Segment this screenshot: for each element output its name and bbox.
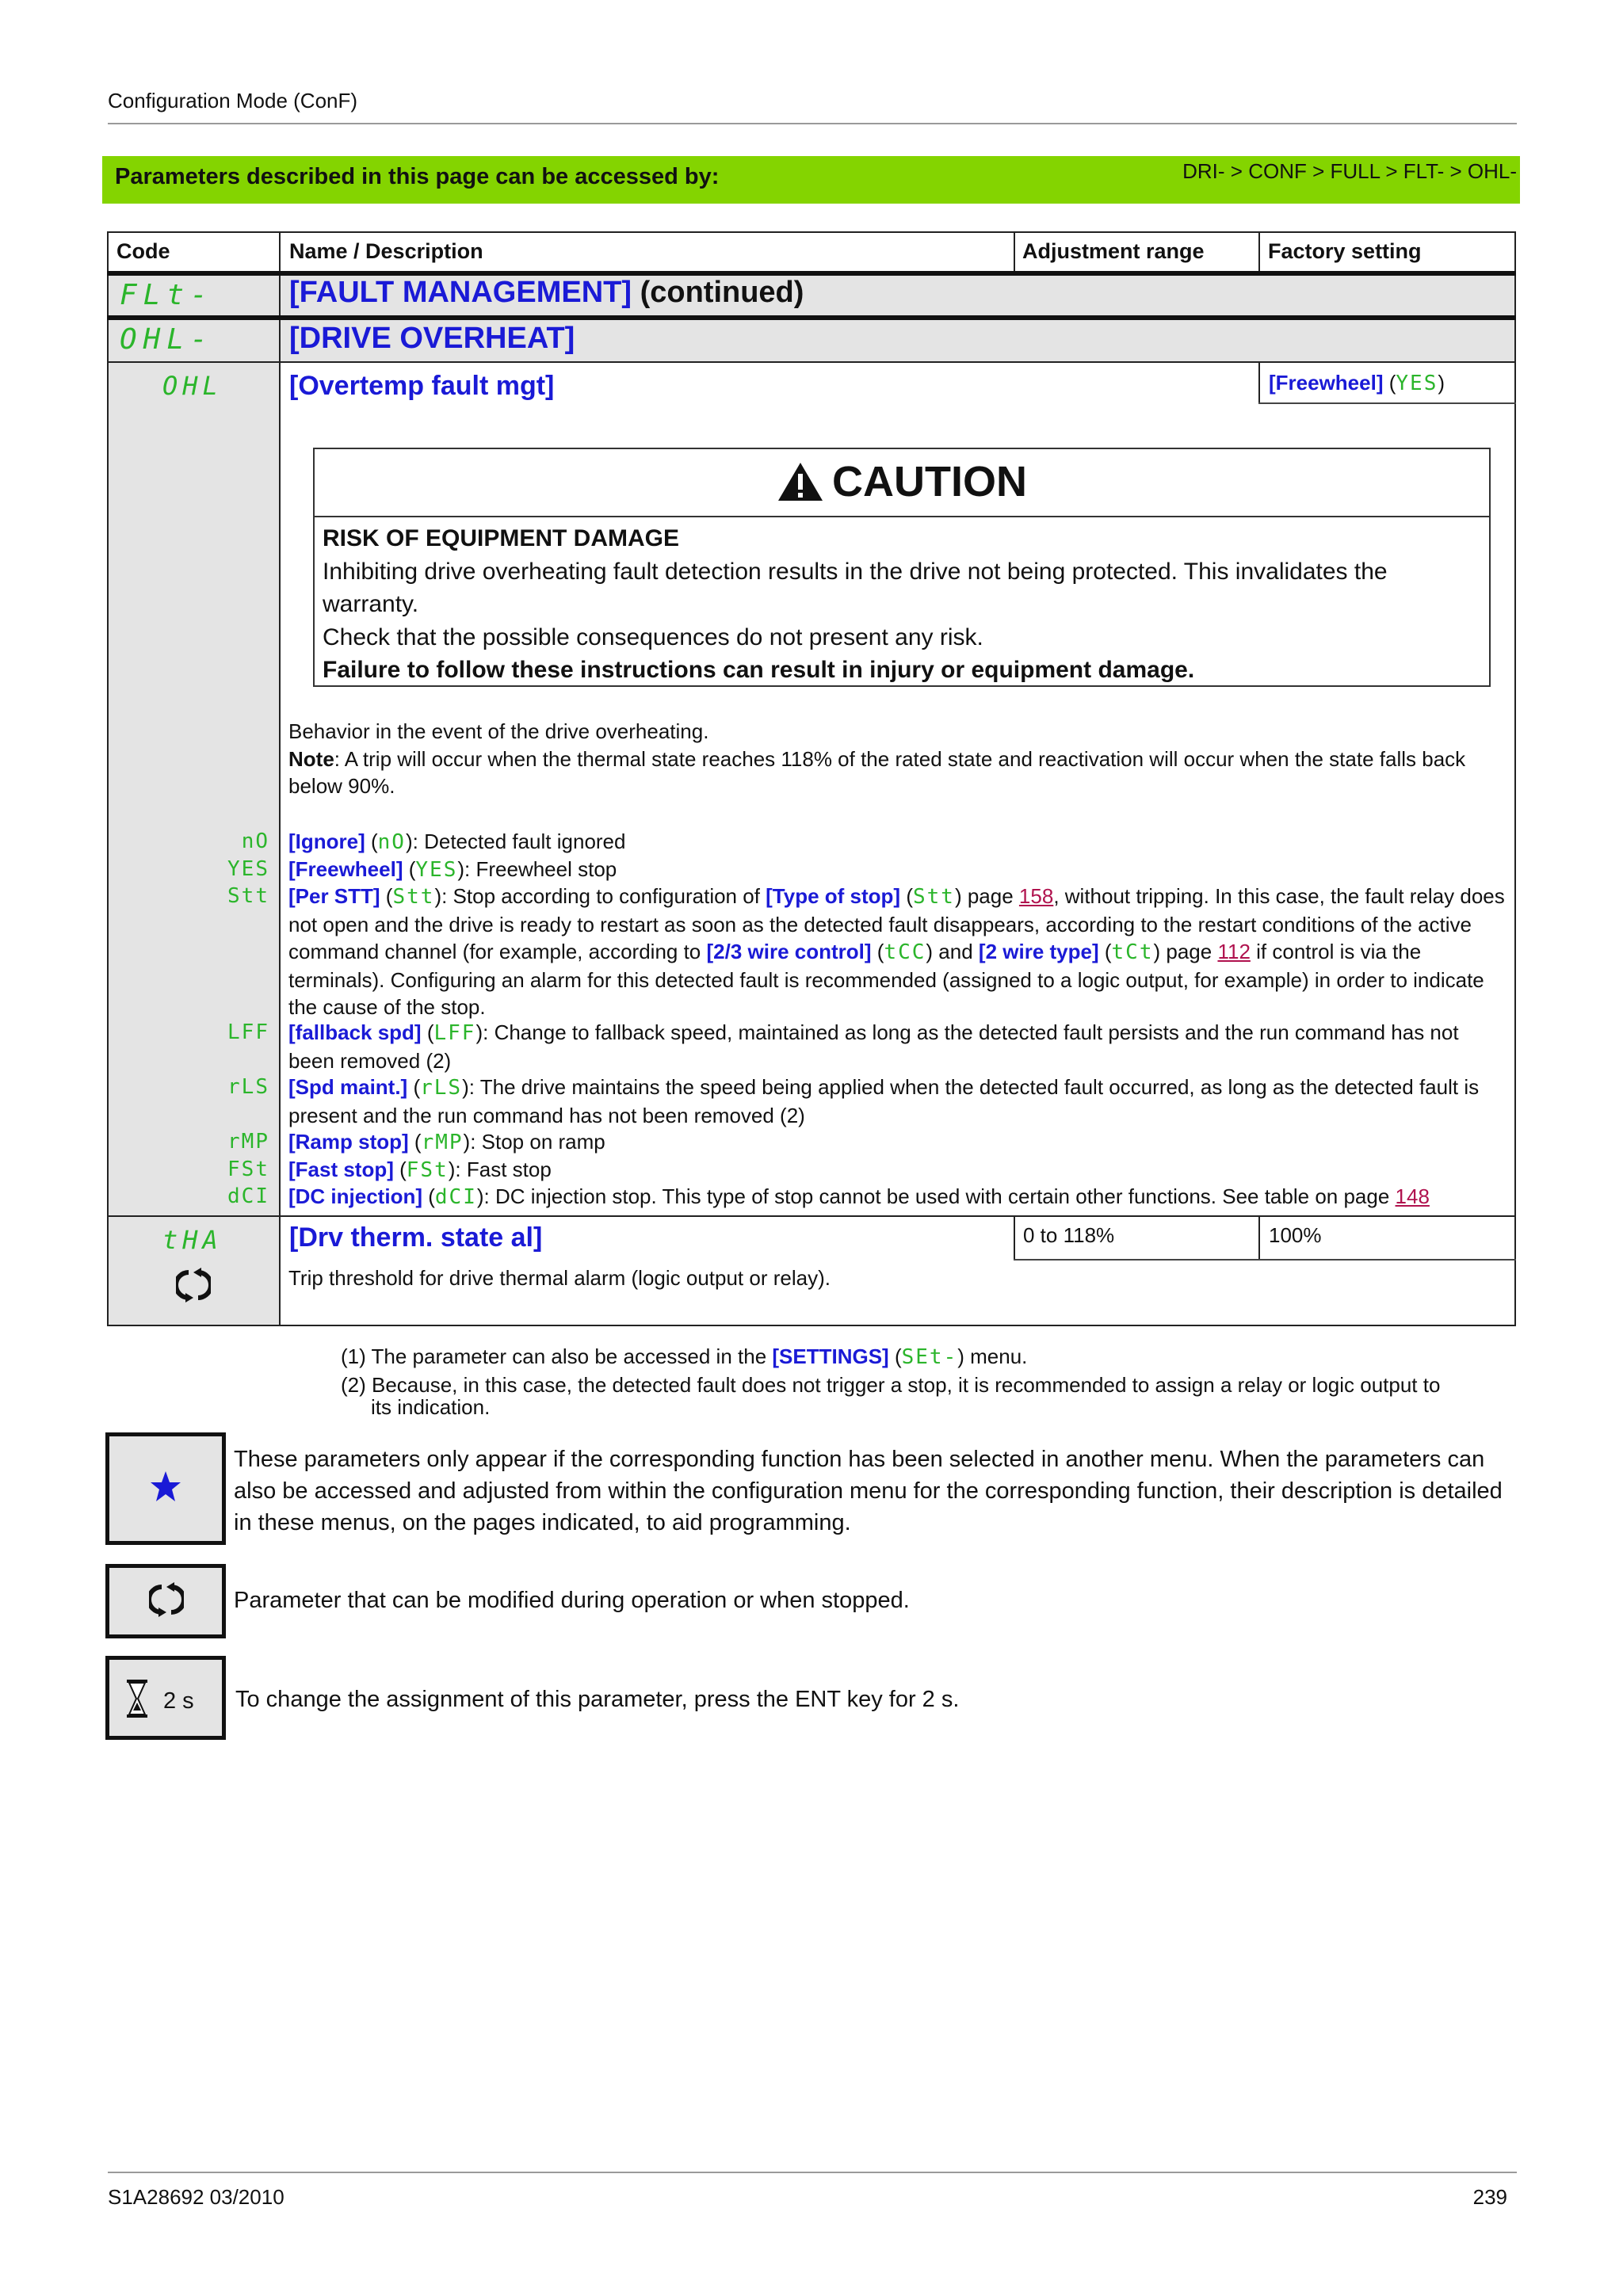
footnote-1-pre: (1) The parameter can also be accessed in the [341, 1344, 773, 1368]
opt-stt-type-name: [Type of stop] [766, 884, 901, 908]
opt-yes-desc: : Freewheel stop [464, 857, 617, 881]
opt-stt-t5: page [1160, 940, 1218, 963]
col-header-name: Name / Description [289, 239, 483, 263]
ohl-factory-name: [Freewheel] [1269, 371, 1384, 395]
opt-yes: [Freewheel] (YES): Freewheel stop [288, 857, 617, 882]
tha-range: 0 to 118% [1023, 1223, 1115, 1247]
modify-anytime-icon [176, 1268, 211, 1302]
opt-rls: [Spd maint.] (rLS): The drive maintains the speed being applied when the detected fault occurred, as long as the detected fault is present and the run command has not been removed (2) [288, 1075, 1480, 1127]
timer-legend-box [105, 1656, 226, 1740]
warning-triangle-icon [777, 461, 824, 502]
opt-lff-code: LFF [227, 1020, 269, 1044]
opt-dci-code-inline: dCI [434, 1185, 477, 1209]
page-link-148[interactable]: 148 [1395, 1184, 1430, 1208]
opt-fst-desc: : Fast stop [455, 1158, 552, 1181]
opt-stt: [Per STT] (Stt): Stop according to configuration of [Type of stop] (Stt) page 158, without tripping. In this case, the fault relay does not open and the drive is ready to restart as soon as the detected fault disappears, according to the restart conditions of the active command channel (for example, according to [2/3 wire control] (tCC) and [2 wire type] (tCt) page 112 if control is via the terminals). Configuring an alarm for this detected fault is recommended (assigned to a logic output, for example) in order to indicate the cause of the stop. [288, 884, 1505, 1019]
opt-rls-desc: : The drive maintains the speed being applied when the detected fault occurred, as long as the detected fault is present and the run command has not been removed (2) [288, 1075, 1480, 1127]
opt-no-code: nO [241, 830, 269, 853]
opt-stt-code-inline: Stt [392, 885, 435, 909]
tha-range-bottom [1014, 1259, 1516, 1261]
ohl-factory-box-bottom [1258, 402, 1516, 404]
star-icon [149, 1470, 182, 1503]
opt-stt-t2: page [961, 884, 1019, 908]
caution-title-row [315, 449, 1489, 517]
caution-title [777, 457, 1027, 506]
footnote-1-code: SEt- [901, 1345, 958, 1369]
header-rule [108, 123, 1517, 124]
tha-factory: 100% [1269, 1223, 1322, 1247]
timer-label: 2 s [163, 1688, 194, 1714]
col-header-range: Adjustment range [1022, 239, 1205, 263]
opt-no-desc: : Detected fault ignored [412, 830, 626, 853]
hourglass-icon [125, 1679, 149, 1718]
opt-yes-name: [Freewheel] [288, 857, 403, 881]
caution-line-2: warranty. [323, 591, 419, 617]
caution-title-text: CAUTION [832, 458, 1027, 505]
opt-rmp-desc: : Stop on ramp [470, 1130, 605, 1154]
factory-divider-header [1258, 231, 1260, 273]
page-link-112[interactable]: 112 [1217, 940, 1251, 963]
opt-no-name: [Ignore] [288, 830, 365, 853]
star-legend-box [105, 1432, 226, 1545]
opt-rmp-name: [Ramp stop] [288, 1130, 409, 1154]
opt-stt-t3: , without tripping. In this case, the fault relay does not open and the drive is ready to restart as soon as the detected fault disappears, according to the restart conditions of the active command channel (for example, according to [288, 884, 1505, 963]
opt-stt-t1: : Stop according to configuration of [441, 884, 766, 908]
opt-stt-code: Stt [227, 884, 269, 908]
opt-stt-wire2-name: [2 wire type] [978, 940, 1099, 963]
note-text: : A trip will occur when the thermal state reaches 118% of the rated state and reactivation will occur when the state falls back below 90%. [288, 746, 1466, 798]
caution-line-4: Failure to follow these instructions can result in injury or equipment damage. [323, 657, 1195, 683]
modify-anytime-legend-icon [149, 1582, 184, 1617]
running-header: Configuration Mode (ConF) [108, 89, 358, 113]
footnote-1: (1) The parameter can also be accessed in the [SETTINGS] (SEt-) menu. [341, 1344, 1028, 1369]
opt-dci-desc: : DC injection stop. This type of stop cannot be used with certain other functions. See table on page [483, 1184, 1396, 1208]
behavior-note [288, 746, 1509, 800]
ohl-behavior [288, 718, 1509, 800]
caution-line-1: Inhibiting drive overheating fault detection results in the drive not being protected. This invalidates the [323, 558, 1388, 585]
table-bottom-border [107, 1325, 1516, 1326]
behavior-text: Behavior in the event of the drive overheating. [288, 719, 709, 743]
opt-stt-t4: and [933, 940, 979, 963]
ohl-factory-box-left [1258, 361, 1260, 404]
caution-body [323, 522, 1480, 687]
ohl-factory-code: YES [1396, 372, 1438, 395]
opt-fst-code: FSt [227, 1158, 269, 1181]
opt-fst-code-inline: FSt [406, 1158, 449, 1182]
timer-legend-text: To change the assignment of this parameter, press the ENT key for 2 s. [235, 1687, 960, 1712]
table-left-border [107, 231, 109, 1326]
opt-no-code-inline: nO [377, 830, 406, 854]
opt-dci: [DC injection] (dCI): DC injection stop. This type of stop cannot be used with certain other functions. See table on page 148 [288, 1184, 1430, 1209]
modify-legend-box [105, 1564, 226, 1638]
opt-fst-name: [Fast stop] [288, 1158, 394, 1181]
flt-thick-rule [107, 315, 1516, 320]
footer-doc-ref: S1A28692 03/2010 [108, 2185, 285, 2209]
table-right-border [1514, 231, 1516, 1326]
opt-stt-wire23-name: [2/3 wire control] [706, 940, 872, 963]
code-divider [279, 231, 281, 1326]
opt-dci-name: [DC injection] [288, 1184, 422, 1208]
footer-rule [108, 2172, 1517, 2173]
tha-top-rule [107, 1215, 1516, 1217]
modify-legend-text: Parameter that can be modified during operation or when stopped. [234, 1588, 910, 1613]
flt-code: FLt- [120, 279, 214, 311]
ohl-code: OHL [162, 371, 223, 401]
footer-page-number: 239 [1472, 2185, 1507, 2209]
range-divider-header [1014, 231, 1015, 273]
opt-dci-code: dCI [227, 1184, 269, 1208]
tha-range-divider [1014, 1215, 1015, 1261]
caution-heading: RISK OF EQUIPMENT DAMAGE [323, 525, 680, 551]
opt-fst: [Fast stop] (FSt): Fast stop [288, 1158, 552, 1182]
ohl-factory: [Freewheel] (YES) [1269, 371, 1445, 395]
footnote-2 [341, 1374, 1514, 1418]
opt-rmp-code-inline: rMP [421, 1131, 464, 1154]
opt-stt-name: [Per STT] [288, 884, 380, 908]
tha-code: tHA [162, 1225, 223, 1255]
flt-suffix: (continued) [640, 276, 804, 309]
opt-yes-code-inline: YES [415, 858, 458, 882]
opt-stt-type-code: Stt [912, 885, 955, 909]
col-header-code: Code [116, 239, 170, 263]
footnote-1-post: menu. [964, 1344, 1028, 1368]
ohl-menu-name: [DRIVE OVERHEAT] [289, 322, 575, 355]
col-header-factory: Factory setting [1268, 239, 1422, 263]
access-bar-path: DRI- > CONF > FULL > FLT- > OHL- [1182, 159, 1517, 183]
page-link-158[interactable]: 158 [1018, 884, 1054, 908]
caution-line-3: Check that the possible consequences do not present any risk. [323, 624, 983, 650]
flt-title [289, 276, 804, 310]
flt-name: [FAULT MANAGEMENT] [289, 276, 632, 309]
tha-factory-divider [1258, 1215, 1260, 1261]
opt-lff-code-inline: LFF [433, 1021, 476, 1045]
opt-stt-wire23-code: tCC [884, 940, 926, 964]
access-bar [102, 156, 1520, 204]
note-label: Note [288, 746, 334, 771]
footnote-2-line2: its indication. [371, 1395, 491, 1419]
star-legend-text: These parameters only appear if the corresponding function has been selected in another menu. When the parameters can also be accessed and adjusted from within the configuration menu for the corresponding function, their description is detailed in these menus, on the pages indicated, to aid programming. [234, 1447, 1503, 1535]
opt-no: [Ignore] (nO): Detected fault ignored [288, 830, 626, 854]
tha-desc: Trip threshold for drive thermal alarm (logic output or relay). [288, 1266, 831, 1290]
opt-lff: [fallback spd] (LFF): Change to fallback speed, maintained as long as the detected fault persists and the run command has not been removed (2) [288, 1020, 1459, 1073]
opt-stt-t6: if control is via the terminals). Configuring an alarm for this detected fault is recommended (assigned to a logic output, for example) in order to indicate the cause of the stop. [288, 940, 1484, 1019]
opt-rls-code-inline: rLS [420, 1076, 463, 1100]
opt-rmp: [Ramp stop] (rMP): Stop on ramp [288, 1130, 605, 1154]
table-top-border [107, 231, 1516, 233]
opt-rmp-code: rMP [227, 1130, 269, 1154]
opt-lff-name: [fallback spd] [288, 1020, 422, 1044]
opt-yes-code: YES [227, 857, 269, 881]
footnote-1-name: [SETTINGS] [772, 1344, 889, 1368]
ohl-name: [Overtemp fault mgt] [289, 371, 555, 401]
ohl-menu-bottom-rule [107, 361, 1516, 363]
opt-stt-wire2-code: tCt [1111, 940, 1154, 964]
access-bar-label: Parameters described in this page can be accessed by: [115, 164, 720, 189]
opt-lff-desc: : Change to fallback speed, maintained as long as the detected fault persists and the run command has not been removed (2) [288, 1020, 1459, 1073]
caution-box [313, 448, 1491, 687]
tha-name: [Drv therm. state al] [289, 1222, 543, 1253]
opt-rls-name: [Spd maint.] [288, 1075, 408, 1099]
footnote-2-line1: (2) Because, in this case, the detected fault does not trigger a stop, it is recommended to assign a relay or logic output to [341, 1373, 1441, 1397]
opt-rls-code: rLS [227, 1075, 269, 1099]
ohl-menu-code: OHL- [120, 323, 214, 356]
